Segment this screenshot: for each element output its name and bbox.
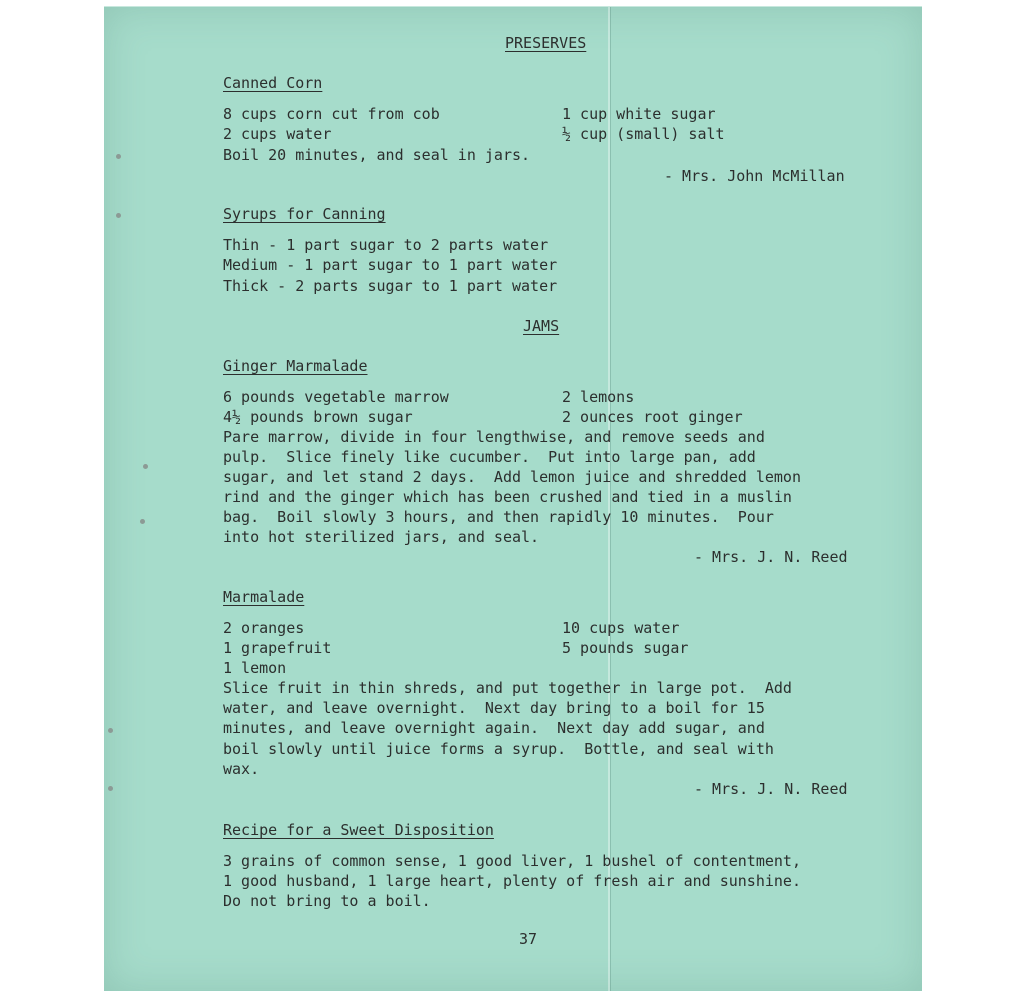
marmalade-title: Marmalade <box>223 588 305 606</box>
ginger-marmalade-ingredient: 6 pounds vegetable marrow <box>223 388 449 406</box>
canned-corn-ingredient: 1 cup white sugar <box>562 105 716 123</box>
binder-mark <box>108 728 113 733</box>
recipe-page <box>104 6 922 991</box>
marmalade-ingredient: 5 pounds sugar <box>562 639 689 657</box>
marmalade-directions: wax. <box>223 760 260 778</box>
syrups-title: Syrups for Canning <box>223 205 386 223</box>
syrups-line: Medium - 1 part sugar to 1 part water <box>223 256 558 274</box>
sweet-disposition-line: Do not bring to a boil. <box>223 892 431 910</box>
sweet-disposition-line: 1 good husband, 1 large heart, plenty of fresh air and sunshine. <box>223 872 801 890</box>
marmalade-credit: - Mrs. J. N. Reed <box>694 780 848 798</box>
canned-corn-ingredient: 8 cups corn cut from cob <box>223 105 440 123</box>
binder-mark <box>116 154 121 159</box>
ginger-marmalade-title: Ginger Marmalade <box>223 357 368 375</box>
syrups-line: Thick - 2 parts sugar to 1 part water <box>223 277 558 295</box>
page-title: PRESERVES <box>505 34 587 52</box>
ginger-marmalade-directions: pulp. Slice finely like cucumber. Put into large pan, add <box>223 448 756 466</box>
ginger-marmalade-ingredient: 2 lemons <box>562 388 635 406</box>
jams-heading: JAMS <box>523 317 560 335</box>
ginger-marmalade-directions: sugar, and let stand 2 days. Add lemon juice and shredded lemon <box>223 468 801 486</box>
canned-corn-directions: Boil 20 minutes, and seal in jars. <box>223 146 531 164</box>
binder-mark <box>108 786 113 791</box>
marmalade-directions: Slice fruit in thin shreds, and put together in large pot. Add <box>223 679 792 697</box>
sweet-disposition-line: 3 grains of common sense, 1 good liver, 1 bushel of contentment, <box>223 852 801 870</box>
canned-corn-credit: - Mrs. John McMillan <box>664 167 845 185</box>
marmalade-directions: minutes, and leave overnight again. Next day add sugar, and <box>223 719 765 737</box>
marmalade-ingredient: 10 cups water <box>562 619 680 637</box>
marmalade-ingredient: 2 oranges <box>223 619 305 637</box>
marmalade-ingredient: 1 grapefruit <box>223 639 332 657</box>
canned-corn-ingredient: ½ cup (small) salt <box>562 125 725 143</box>
binder-mark <box>116 213 121 218</box>
canned-corn-title: Canned Corn <box>223 74 323 92</box>
sweet-disposition-title: Recipe for a Sweet Disposition <box>223 821 494 839</box>
ginger-marmalade-credit: - Mrs. J. N. Reed <box>694 548 848 566</box>
binder-mark <box>140 519 145 524</box>
binder-mark <box>143 464 148 469</box>
ginger-marmalade-directions: bag. Boil slowly 3 hours, and then rapidly 10 minutes. Pour <box>223 508 774 526</box>
ginger-marmalade-directions: Pare marrow, divide in four lengthwise, and remove seeds and <box>223 428 765 446</box>
marmalade-directions: boil slowly until juice forms a syrup. Bottle, and seal with <box>223 740 774 758</box>
ginger-marmalade-ingredient: 4½ pounds brown sugar <box>223 408 413 426</box>
ginger-marmalade-directions: rind and the ginger which has been crushed and tied in a muslin <box>223 488 792 506</box>
ginger-marmalade-ingredient: 2 ounces root ginger <box>562 408 743 426</box>
marmalade-ingredient: 1 lemon <box>223 659 287 677</box>
marmalade-directions: water, and leave overnight. Next day bring to a boil for 15 <box>223 699 765 717</box>
ginger-marmalade-directions: into hot sterilized jars, and seal. <box>223 528 540 546</box>
canned-corn-ingredient: 2 cups water <box>223 125 332 143</box>
page-number: 37 <box>519 930 538 948</box>
syrups-line: Thin - 1 part sugar to 2 parts water <box>223 236 549 254</box>
